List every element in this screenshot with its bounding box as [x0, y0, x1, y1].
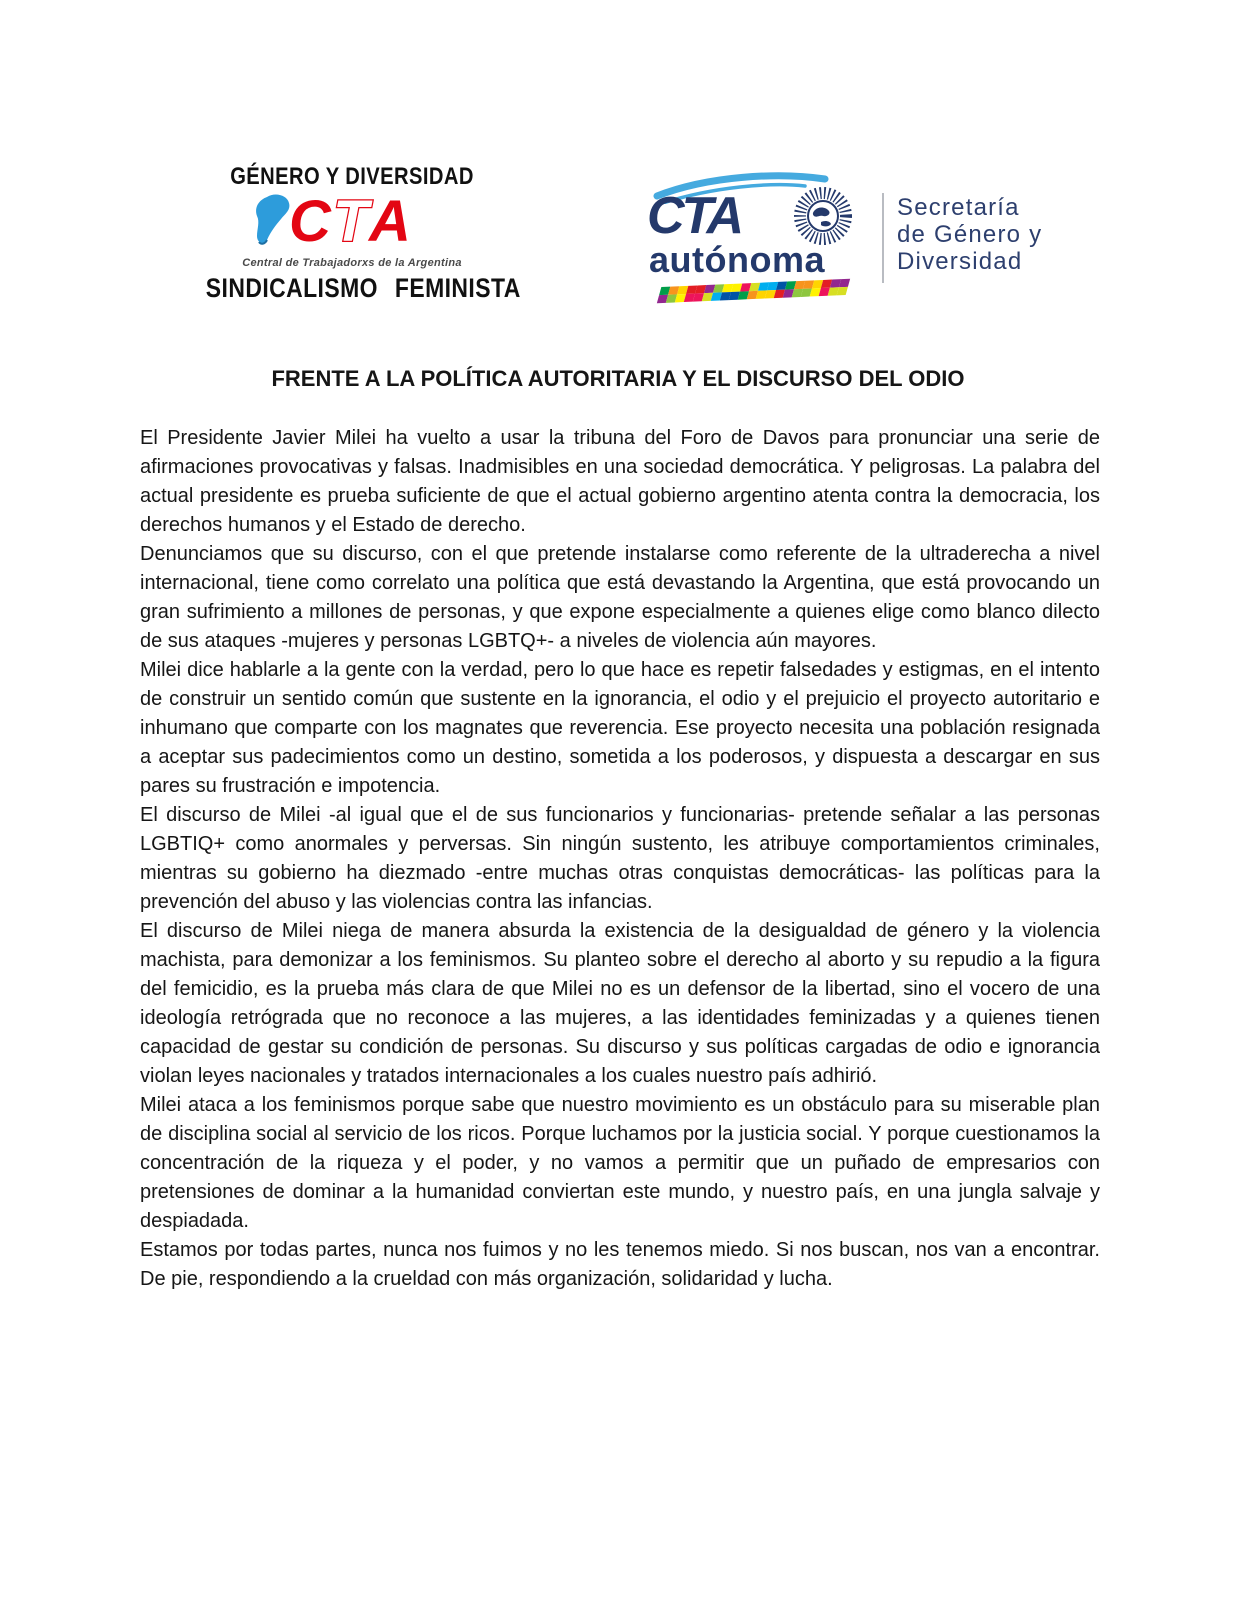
cta-autonoma-acronym: CTA	[647, 187, 742, 245]
central-trabajadorxs-text: Central de Trabajadorxs de la Argentina	[242, 257, 462, 269]
autonoma-text: autónoma	[649, 239, 826, 280]
document-title: FRENTE A LA POLÍTICA AUTORITARIA Y EL DISCURSO DEL ODIO	[271, 366, 965, 391]
cta-genero-diversidad-logo	[178, 163, 526, 304]
paragraph: Milei ataca a los feminismos porque sabe que nuestro movimiento es un obstáculo para su miserable plan de disciplina social al servicio de los ricos. Porque luchamos por la justicia social. Y porque cuestionamos la concentración de la riqueza y el poder, y no vamos a permitir que un puñado de empresarios con pretensiones de dominar a la humanidad conviertan este mundo, y nuestro país, en una jungla salvaje y despiadada.	[140, 1094, 1100, 1232]
secretaria-line-3: Diversidad	[897, 248, 1023, 275]
secretaria-line-1: Secretaría	[897, 194, 1020, 221]
sindicalismo-feminista-text: SINDICALISMO FEMINISTA	[205, 273, 521, 303]
paragraph: El Presidente Javier Milei ha vuelto a usar la tribuna del Foro de Davos para pronunciar una serie de afirmaciones provocativas y falsas. Inadmisibles en una sociedad democrática. Y peligrosas. La palabra del actual presidente es prueba suficiente de que el actual gobierno argentino atenta contra la democracia, los derechos humanos y el Estado de derecho.	[140, 427, 1100, 536]
genero-diversidad-text: GÉNERO Y DIVERSIDAD	[230, 163, 474, 190]
cta-letter-a: A	[369, 191, 411, 253]
cta-letter-c: C	[289, 191, 331, 253]
paragraph: Denunciamos que su discurso, con el que pretende instalarse como referente de la ultraderecha a nivel internacional, tiene como correlato una política que está devastando la Argentina, que está provocando un gran sufrimiento a millones de personas, y que expone especialmente a quienes elige como blanco dilecto de sus ataques -mujeres y personas LGBTQ+- a niveles de violencia aún mayores.	[140, 543, 1100, 652]
paragraph: El discurso de Milei -al igual que el de sus funcionarios y funcionarias- pretende señalar a las personas LGBTIQ+ como anormales y perversas. Sin ningún sustento, les atribuye comportamientos criminales, mientras su gobierno ha diezmado -entre muchas otras conquistas democráticas- las políticas para la prevención del abuso y las violencias contra las infancias.	[140, 804, 1100, 913]
cta-letter-t: T	[333, 191, 369, 253]
secretaria-line-2: de Género y	[897, 221, 1043, 248]
south-america-icon	[256, 195, 289, 244]
paragraph: El discurso de Milei niega de manera absurda la existencia de la desigualdad de género y la violencia machista, para demonizar a los feminismos. Su planteo sobre el derecho al aborto y su repudio a la figura del femicidio, es la prueba más clara de que Milei no es un defensor de la libertad, sino el vocero de una ideología retrógrada que no reconoce a las mujeres, a las identidades feminizadas y a quienes tienen capacidad de gestar su condición de personas. Su discurso y sus políticas cargadas de odio e ignorancia violan leyes nacionales y tratados internacionales a los cuales nuestro país adhirió.	[140, 920, 1100, 1087]
cta-red-logo-graphic	[245, 191, 459, 253]
mosaic-stripe	[657, 279, 850, 303]
paragraph: Milei dice hablarle a la gente con la verdad, pero lo que hace es repetir falsedades y estigmas, en el intento de construir un sentido común que sustente en la ignorancia, el odio y el prejuicio el proyecto autoritario e inhumano que comparte con los magnates que reverencia. Ese proyecto necesita una población resignada a aceptar sus padecimientos como un destino, sometida a los poderosos, y dispuesta a descargar en sus pares su frustración e impotencia.	[140, 659, 1100, 797]
paragraph: Estamos por todas partes, nunca nos fuimos y no les tenemos miedo. Si nos buscan, nos van a encontrar. De pie, respondiendo a la crueldad con más organización, solidaridad y lucha.	[140, 1239, 1100, 1290]
document-body	[140, 424, 1100, 1294]
mosaic-square	[837, 287, 848, 295]
secretaria-text	[897, 194, 1042, 275]
cta-autonoma-logo	[645, 168, 1065, 303]
cta-red-logo	[178, 191, 526, 253]
logo-divider	[882, 193, 884, 283]
